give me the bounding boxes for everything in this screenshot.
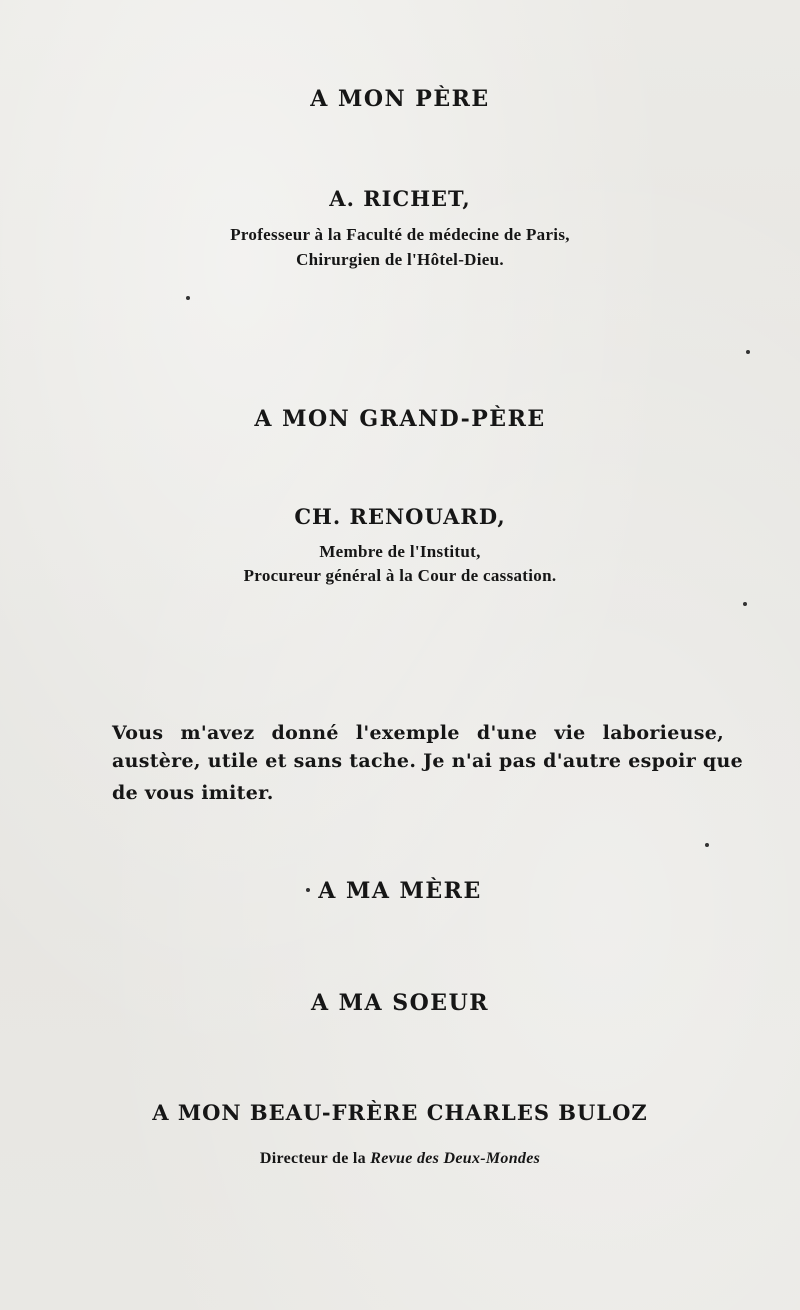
ink-speck [186,296,190,300]
ink-speck [705,843,709,847]
title-buloz-prefix: Directeur de la [259,1150,366,1167]
title-richet-professor: Professeur à la Faculté de médecine de Paris, [230,225,570,244]
title-renouard-institut: Membre de l'Institut, [319,542,481,561]
heading-grandfather: A MON GRAND-PÈRE [254,406,546,432]
tribute-line-1: Vous m'avez donné l'exemple d'une vie laborieuse, [112,722,724,744]
title-richet-surgeon: Chirurgien de l'Hôtel-Dieu. [296,250,504,269]
ink-speck [743,602,747,606]
name-renouard: CH. RENOUARD, [294,504,506,529]
title-renouard-procureur: Procureur général à la Cour de cassation. [243,566,557,585]
title-buloz [0,1150,800,1168]
tribute-line-3: de vous imiter. [112,782,274,804]
heading-brother-in-law: A MON BEAU-FRÈRE CHARLES BULOZ [152,1100,648,1125]
heading-sister: A MA SOEUR [310,990,490,1016]
ink-speck [306,888,310,892]
ink-speck [746,350,750,354]
tribute-line-2: austère, utile et sans tache. Je n'ai pas d'autre espoir que [112,750,744,772]
heading-mother: A MA MÈRE [318,878,482,904]
journal-name: Revue des Deux-Mondes [370,1150,541,1167]
name-richet: A. RICHET, [329,186,471,211]
heading-father: A MON PÈRE [310,86,490,112]
